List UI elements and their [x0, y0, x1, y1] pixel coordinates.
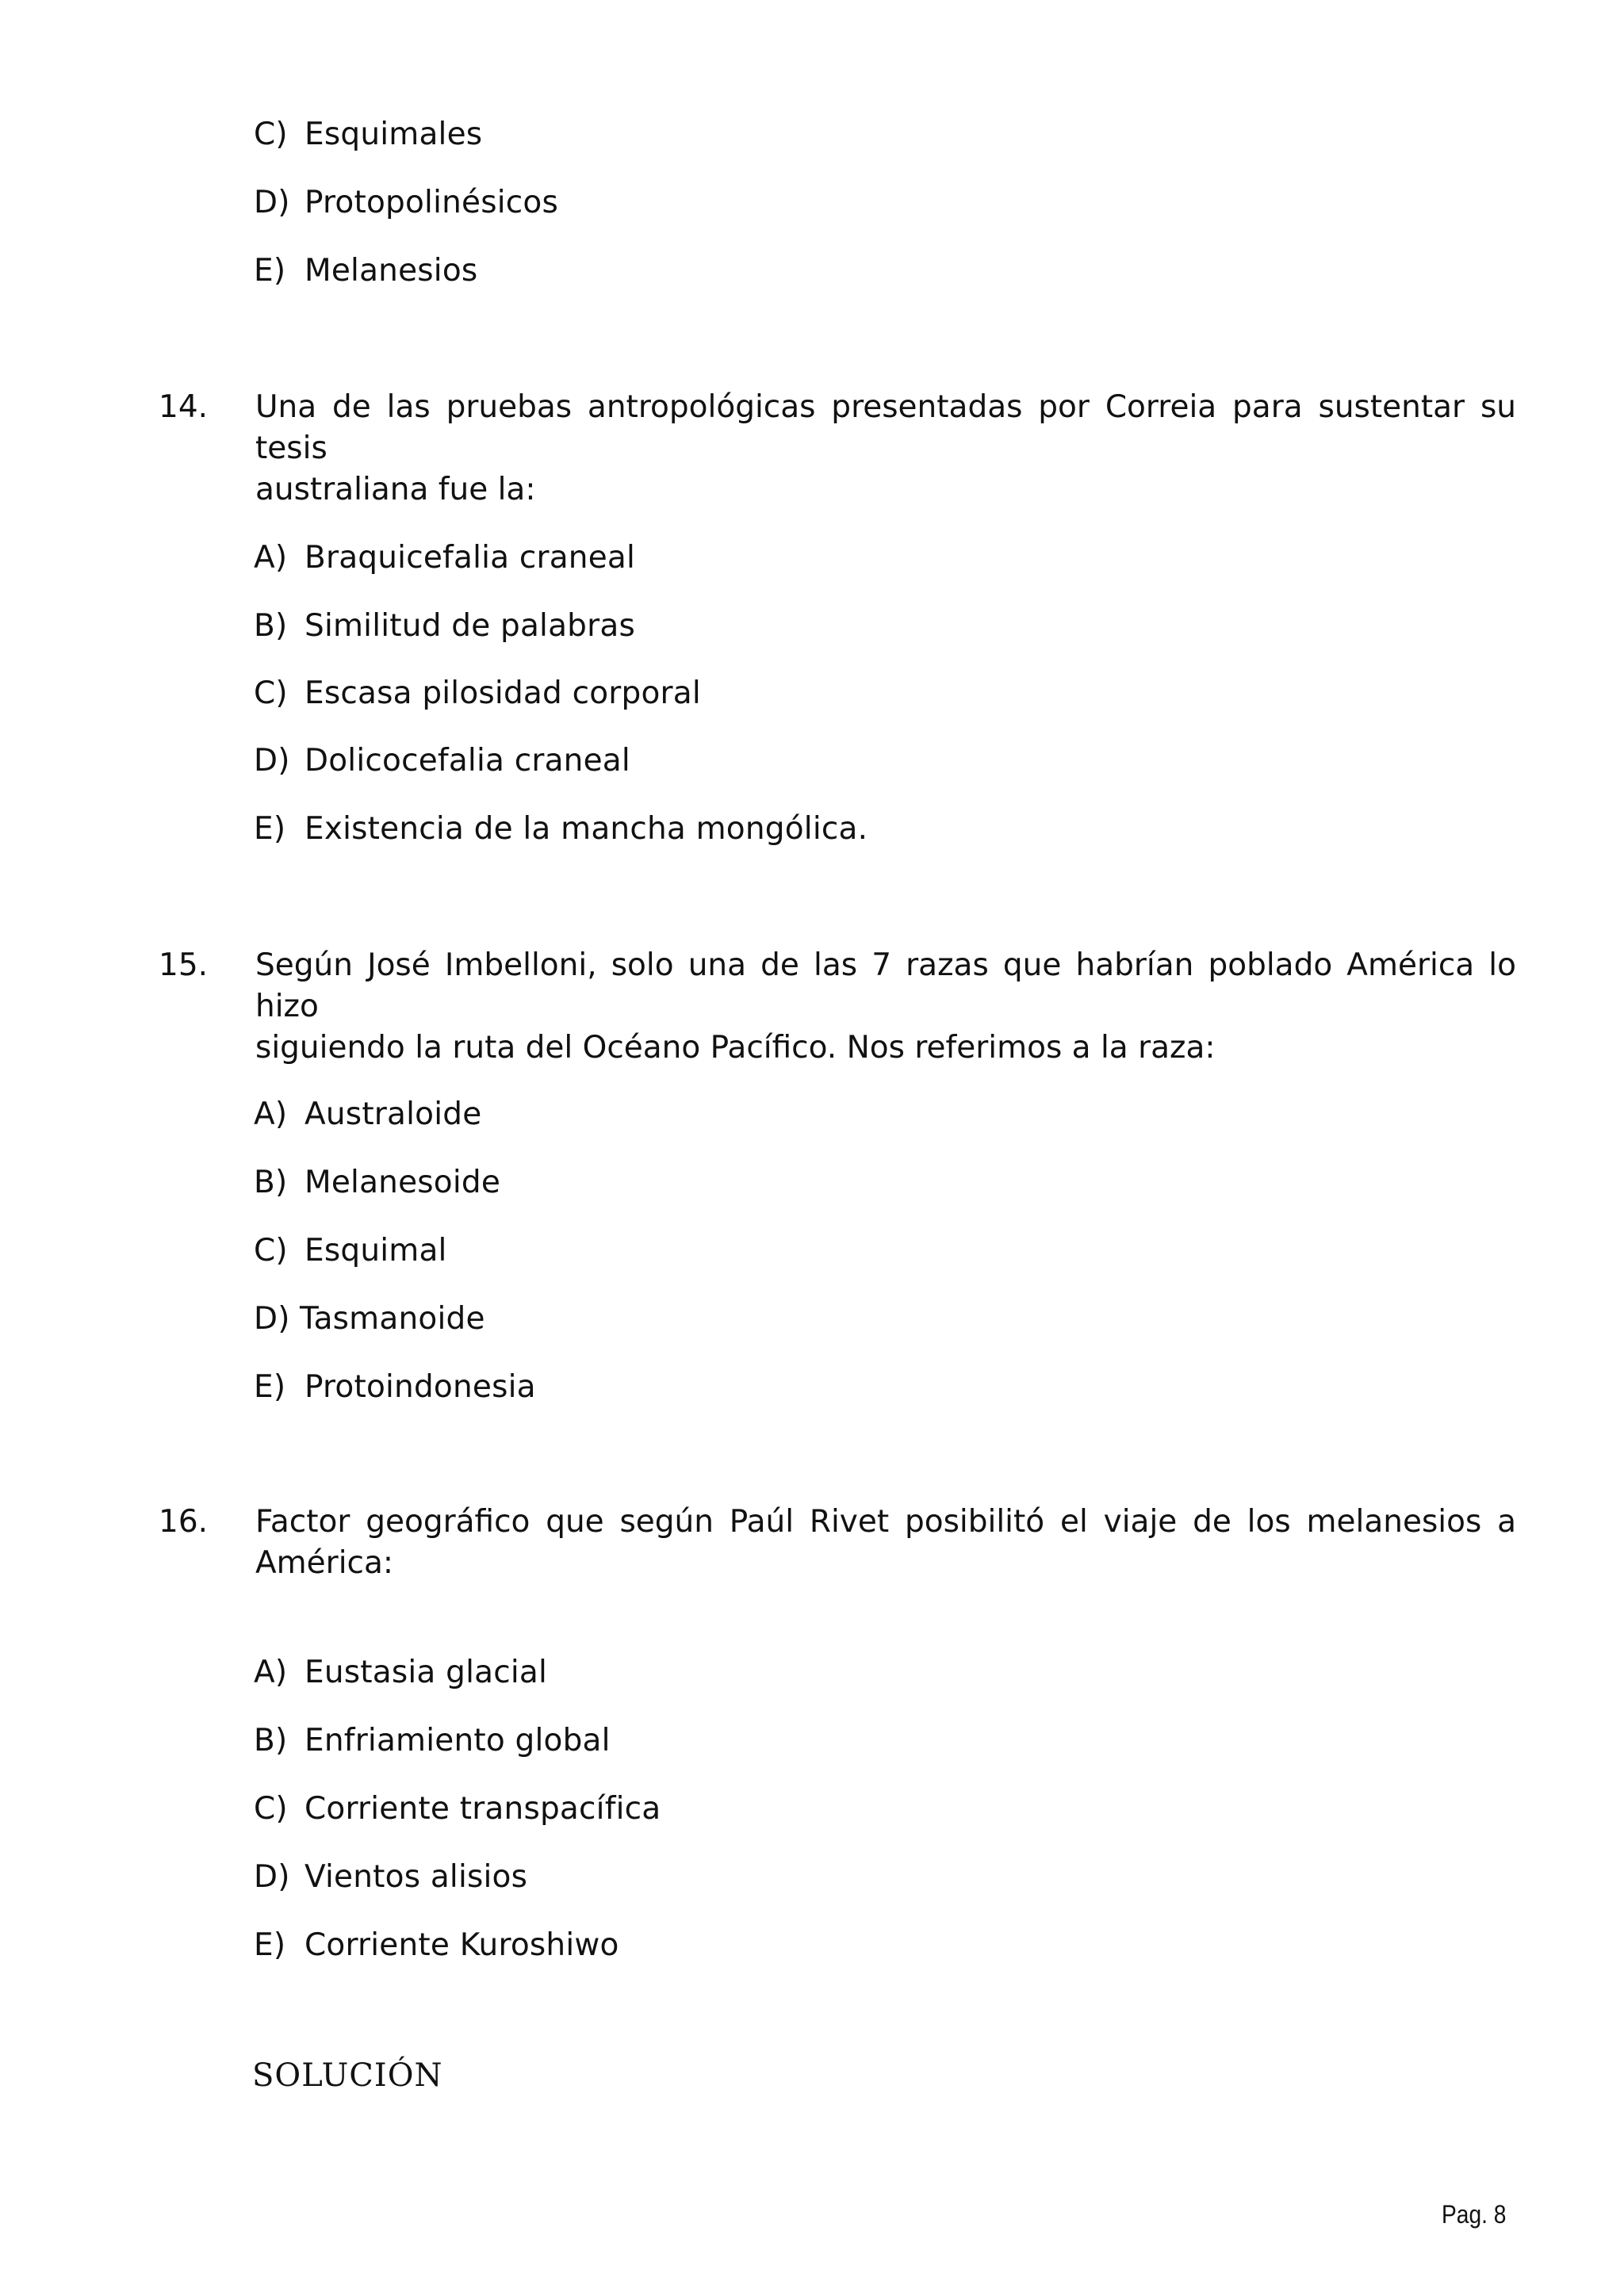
option-letter: E) — [254, 1927, 286, 1963]
option-letter: C) — [254, 117, 288, 152]
option-text: Protopolinésicos — [304, 185, 558, 220]
question-16-option-b — [254, 1720, 611, 1762]
option-d — [254, 182, 558, 224]
option-text: Tasmanoide — [300, 1301, 485, 1337]
option-text: Esquimal — [304, 1233, 447, 1269]
solucion-heading: SOLUCIÓN — [252, 2057, 443, 2094]
question-14-option-d — [254, 740, 630, 782]
question-14-option-a — [254, 538, 635, 579]
question-text-line: América: — [255, 1545, 394, 1581]
option-text: Protoindonesia — [304, 1369, 536, 1405]
option-letter: B) — [254, 1723, 288, 1758]
question-14-text — [255, 387, 1516, 511]
option-text: Corriente Kuroshiwo — [304, 1927, 619, 1963]
option-c — [254, 114, 482, 155]
option-letter: A) — [254, 540, 288, 576]
question-text-line: australiana fue la: — [255, 472, 536, 507]
option-letter: D) — [254, 1301, 290, 1337]
question-15-text — [255, 945, 1516, 1069]
option-letter: C) — [254, 1233, 288, 1269]
option-text: Existencia de la mancha mongólica. — [304, 811, 868, 847]
option-text: Corriente transpacífica — [304, 1791, 661, 1827]
option-letter: A) — [254, 1655, 288, 1690]
question-16-option-d — [254, 1857, 527, 1898]
option-text: Enfriamiento global — [304, 1723, 611, 1758]
question-16-option-c — [254, 1789, 661, 1830]
question-text-line: Según José Imbelloni, solo una de las 7 razas que habrían poblado América lo hizo — [255, 947, 1516, 1024]
question-14-option-b — [254, 606, 635, 647]
option-text: Braquicefalia craneal — [304, 540, 636, 576]
option-text: Dolicocefalia craneal — [304, 743, 630, 779]
question-text-line: Una de las pruebas antropológicas presentadas por Correia para sustentar su tesis — [255, 389, 1516, 466]
question-16-number: 16. — [159, 1504, 209, 1540]
question-15-option-a — [254, 1094, 481, 1135]
option-letter: B) — [254, 608, 288, 644]
question-15-option-d — [254, 1299, 485, 1340]
option-letter: E) — [254, 811, 286, 847]
question-15-number: 15. — [159, 947, 209, 983]
option-text: Australoide — [304, 1096, 482, 1132]
option-letter: C) — [254, 1791, 288, 1827]
question-16-option-e — [254, 1925, 619, 1966]
option-text: Escasa pilosidad corporal — [304, 675, 701, 711]
option-letter: A) — [254, 1096, 288, 1132]
question-text-line: Factor geográfico que según Paúl Rivet posibilitó el viaje de los melanesios a — [255, 1504, 1516, 1540]
option-text: Vientos alisios — [304, 1859, 528, 1895]
question-16-text — [255, 1502, 1516, 1584]
page-number: Pag. 8 — [1442, 2200, 1507, 2229]
option-text: Eustasia glacial — [304, 1655, 548, 1690]
question-14-number: 14. — [159, 389, 209, 425]
option-letter: D) — [254, 743, 290, 779]
option-text: Esquimales — [304, 117, 483, 152]
question-14-option-c — [254, 673, 701, 714]
option-letter: D) — [254, 1859, 290, 1895]
option-e — [254, 251, 477, 292]
question-text-line: siguiendo la ruta del Océano Pacífico. Nos referimos a la raza: — [255, 1030, 1216, 1066]
option-letter: E) — [254, 1369, 286, 1405]
option-letter: C) — [254, 675, 288, 711]
option-letter: B) — [254, 1165, 288, 1200]
question-15-option-c — [254, 1230, 447, 1272]
question-15-option-b — [254, 1162, 500, 1203]
question-16-option-a — [254, 1652, 547, 1693]
question-15-option-e — [254, 1367, 536, 1408]
option-text: Melanesoide — [304, 1165, 501, 1200]
option-letter: E) — [254, 253, 286, 289]
option-text: Melanesios — [304, 253, 478, 289]
question-14-option-e — [254, 809, 868, 850]
option-letter: D) — [254, 185, 290, 220]
option-text: Similitud de palabras — [304, 608, 635, 644]
